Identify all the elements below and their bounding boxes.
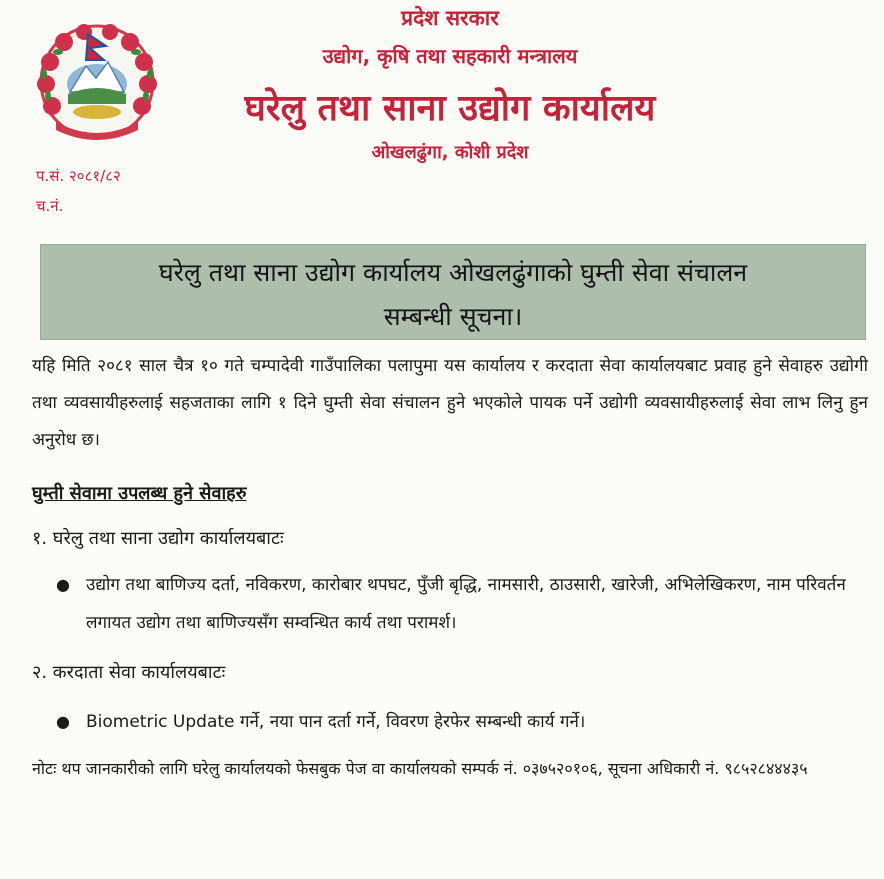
government-name: प्रदेश सरकार bbox=[401, 6, 499, 30]
office-name: घरेलु तथा साना उद्योग कार्यालय bbox=[244, 88, 656, 129]
service-item-2-text: Biometric Update गर्ने, नया पान दर्ता गर्ने, विवरण हेरफेर सम्बन्धी कार्य गर्ने। bbox=[86, 712, 586, 732]
contact-note: नोटः थप जानकारीको लागि घरेलु कार्यालयको फेसबुक पेज वा कार्यालयको सम्पर्क नं. ०३७५२०१०६, सूचना अधिकारी नं. ९८५२८४४४३५ bbox=[32, 759, 808, 778]
service-item-2-bullet bbox=[56, 703, 866, 741]
service-item-2-heading: २. करदाता सेवा कार्यालयबाटः bbox=[32, 662, 226, 683]
intro-paragraph: यहि मिति २०८१ साल चैत्र १० गते चम्पादेवी गाउँपालिका पलापुमा यस कार्यालय र करदाता सेवा कार्यालयबाट प्रवाह हुने सेवाहरु उद्योगी तथा व्यवसायीहरुलाई सहजताका लागि १ दिने घुम्ती सेवा संचालन हुने भएकोले पायक पर्ने उद्योगी व्यवसायीहरुलाई सेवा लाभ लिनु हुन अनुरोध छ। bbox=[32, 356, 868, 450]
services-heading: घुम्ती सेवामा उपलब्ध हुने सेवाहरु bbox=[32, 483, 247, 504]
office-location: ओखलढुंगा, कोशी प्रदेश bbox=[371, 142, 529, 163]
bullet-icon: ● bbox=[56, 575, 70, 594]
service-item-1-bullet bbox=[56, 566, 866, 642]
bullet-icon: ● bbox=[56, 712, 70, 731]
subject-line-1: घरेलु तथा साना उद्योग कार्यालय ओखलढुंगाको घुम्ती सेवा संचालन bbox=[158, 258, 748, 287]
service-item-1-heading: १. घरेलु तथा साना उद्योग कार्यालयबाटः bbox=[32, 528, 284, 549]
dispatch-number: च.नं. bbox=[36, 197, 64, 215]
nepal-emblem-icon bbox=[28, 22, 166, 150]
service-item-1-text: उद्योग तथा बाणिज्य दर्ता, नविकरण, कारोबार थपघट, पुँजी बृद्धि, नामसारी, ठाउसारी, खारेजी, अभिलेखिकरण, नाम परिवर्तन लगायत उद्योग तथा बाणिज्यसँग सम्वन्धित कार्य तथा परामर्श। bbox=[86, 575, 846, 633]
notice-subject bbox=[40, 244, 866, 340]
ministry-name: उद्योग, कृषि तथा सहकारी मन्त्रालय bbox=[322, 44, 578, 68]
letter-number: प.सं. २०८१/८२ bbox=[36, 167, 121, 185]
subject-line-2: सम्बन्धी सूचना। bbox=[383, 302, 523, 331]
